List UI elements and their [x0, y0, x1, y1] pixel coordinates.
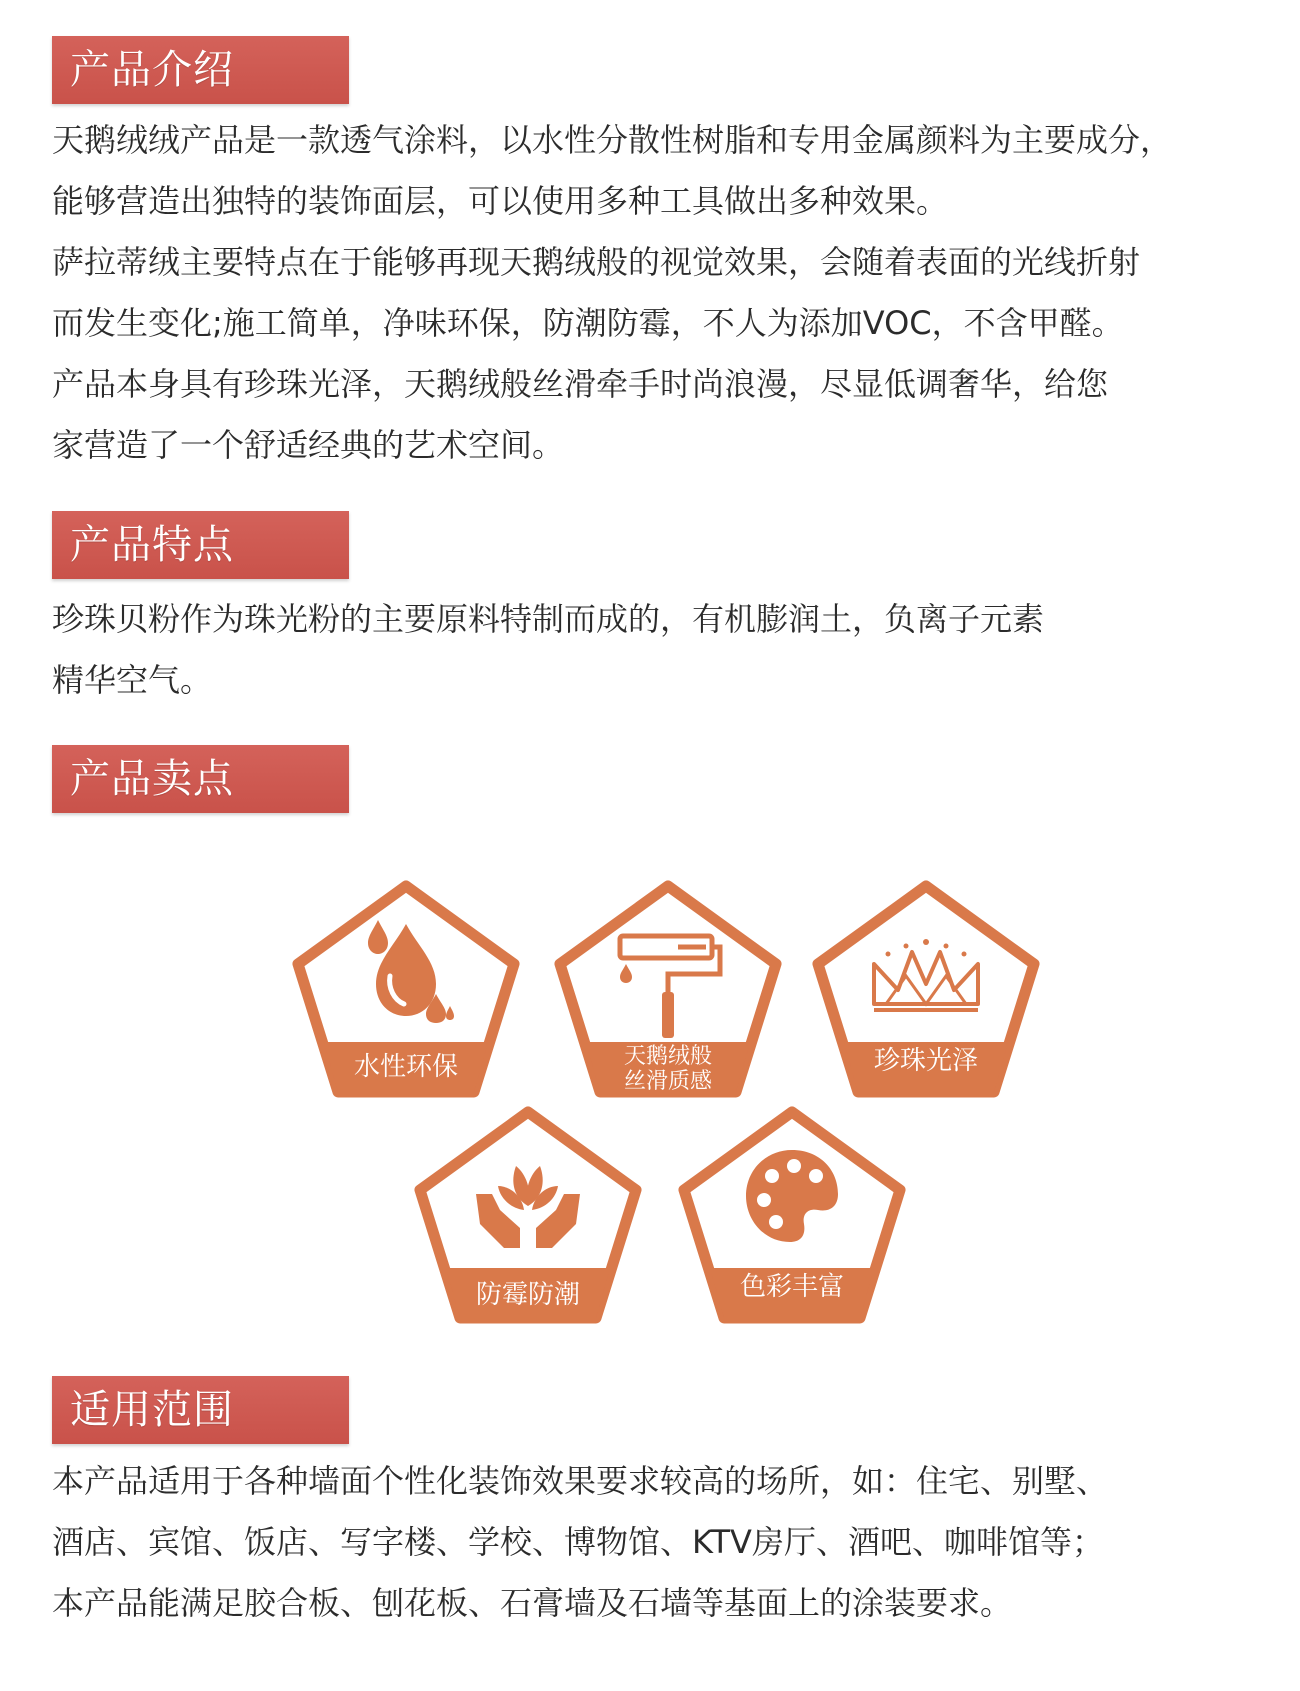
- section-header-selling-points: 产品卖点: [52, 745, 349, 813]
- hands-leaf-icon: [470, 1150, 586, 1254]
- scope-paragraph: [52, 1451, 1108, 1634]
- scope-line: 酒店、宾馆、饭店、写字楼、学校、博物馆、KTV房厅、酒吧、咖啡馆等；: [52, 1523, 1104, 1561]
- palette-icon: [742, 1146, 842, 1246]
- section-header-features: 产品特点: [52, 511, 349, 579]
- badge-label-line: 天鹅绒般: [623, 1044, 712, 1069]
- water-drops-icon: [356, 916, 456, 1026]
- badge-label: 珍珠光泽: [873, 1046, 978, 1076]
- badge-label: 防霉防潮: [475, 1280, 580, 1310]
- intro-line: 萨拉蒂绒主要特点在于能够再现天鹅绒般的视觉效果，会随着表面的光线折射: [52, 243, 1141, 281]
- badge-label: 水性环保: [353, 1052, 458, 1082]
- intro-line: 能够营造出独特的装饰面层，可以使用多种工具做出多种效果。: [52, 182, 949, 220]
- badge-label: [552, 1044, 784, 1094]
- badge-pearl-luster: [810, 880, 1042, 1102]
- intro-line: 产品本身具有珍珠光泽，天鹅绒般丝滑牵手时尚浪漫，尽显低调奢华，给您: [52, 365, 1109, 403]
- badge-mold-moisture-proof: [412, 1106, 644, 1328]
- badge-velvet-texture: [552, 880, 784, 1102]
- crown-icon: [866, 934, 986, 1018]
- badge-rich-colors: [676, 1106, 908, 1328]
- badge-label: 色彩丰富: [739, 1272, 844, 1302]
- section-header-intro: 产品介绍: [52, 36, 349, 104]
- paint-roller-icon: [608, 930, 728, 1042]
- intro-paragraph: [52, 110, 1172, 476]
- scope-line: 本产品能满足胶合板、刨花板、石膏墙及石墙等基面上的涂装要求。: [52, 1584, 1013, 1622]
- section-header-scope: 适用范围: [52, 1376, 349, 1444]
- badge-eco-water: [290, 880, 522, 1102]
- scope-line: 本产品适用于各种墙面个性化装饰效果要求较高的场所，如：住宅、别墅、: [52, 1462, 1109, 1500]
- intro-line: 家营造了一个舒适经典的艺术空间。: [52, 426, 565, 464]
- intro-line: 而发生变化;施工简单，净味环保，防潮防霉，不人为添加VOC，不含甲醛。: [52, 304, 1124, 342]
- features-line: 精华空气。: [52, 661, 213, 699]
- intro-line: 天鹅绒绒产品是一款透气涂料，以水性分散性树脂和专用金属颜料为主要成分，: [52, 121, 1173, 159]
- features-line: 珍珠贝粉作为珠光粉的主要原料特制而成的，有机膨润土，负离子元素: [52, 600, 1045, 638]
- features-paragraph: [52, 589, 1044, 711]
- badge-label-line: 丝滑质感: [623, 1069, 712, 1094]
